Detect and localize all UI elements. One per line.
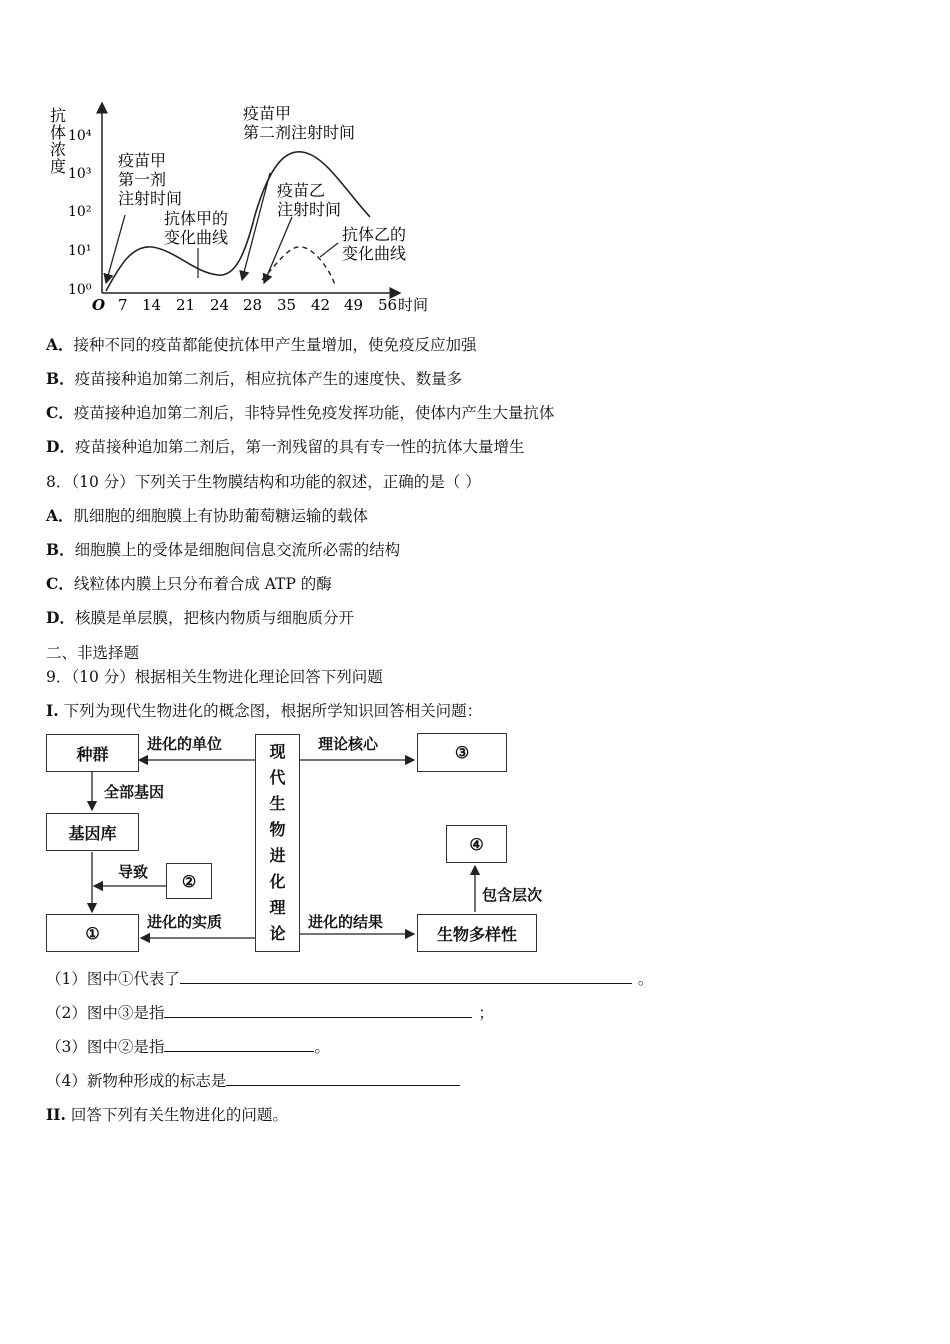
q9-sub-1 <box>46 969 653 989</box>
circle-4-box: ④ <box>446 825 507 863</box>
option-letter: C． <box>46 574 74 593</box>
theory-center-box <box>255 734 300 952</box>
option-text: 疫苗接种追加第二剂后，非特异性免疫发挥功能，使体内产生大量抗体 <box>73 404 555 422</box>
label-result: 进化的结果 <box>308 913 384 931</box>
x-label: 时间 <box>398 296 429 314</box>
y-label-2: 体 <box>50 123 67 142</box>
option-letter: A． <box>46 506 74 525</box>
biodiversity-box: 生物多样性 <box>417 914 537 952</box>
circle-2-box: ② <box>166 863 212 899</box>
y-label-1: 抗 <box>50 106 67 125</box>
center-char: 进 <box>269 846 286 865</box>
option-text: 疫苗接种追加第二剂后，第一剂残留的具有专一性的抗体大量增生 <box>74 438 525 456</box>
center-char: 化 <box>269 872 286 891</box>
part-text: 回答下列有关生物进化的问题。 <box>70 1106 288 1124</box>
option-letter: B． <box>46 540 75 559</box>
option-text: 接种不同的疫苗都能使抗体甲产生量增加，使免疫反应加强 <box>73 336 477 354</box>
option-letter: B． <box>46 369 75 388</box>
answer-blank[interactable] <box>180 969 632 984</box>
y-tick: 10² <box>68 204 92 220</box>
option-text: 细胞膜上的受体是细胞间信息交流所必需的结构 <box>74 541 401 559</box>
gene-pool-box: 基因库 <box>46 813 139 851</box>
option-text: 线粒体内膜上只分布着合成 ATP 的酶 <box>73 575 332 593</box>
option-letter: C． <box>46 403 74 422</box>
answer-blank[interactable] <box>226 1071 460 1086</box>
sub-label: （1） <box>46 970 87 988</box>
annot-antibody-b: 抗体乙的 <box>342 225 407 244</box>
y-tick: 10⁰ <box>68 282 92 298</box>
q9-sub-4 <box>46 1071 460 1091</box>
origin-label: O <box>92 296 106 314</box>
option-text: 核膜是单层膜，把核内物质与细胞质分开 <box>74 609 354 627</box>
section-heading: 二、非选择题 <box>46 644 140 662</box>
option-text: 疫苗接种追加第二剂后，相应抗体产生的速度快、数量多 <box>74 370 463 388</box>
option-letter: A． <box>46 335 74 354</box>
label-leads-to: 导致 <box>118 863 149 881</box>
center-char: 生 <box>269 794 286 813</box>
part-label: II. <box>46 1105 66 1124</box>
annot-antibody-b: 变化曲线 <box>342 244 407 263</box>
q9-sub-3 <box>46 1037 330 1057</box>
x-tick: 49 <box>344 296 364 314</box>
sub-end: 。 <box>637 970 654 988</box>
y-label-4: 度 <box>50 157 67 176</box>
sub-end: ； <box>478 1004 494 1022</box>
question-score: （10 分） <box>71 473 135 491</box>
answer-blank[interactable] <box>164 1003 472 1018</box>
option-letter: D． <box>46 608 75 627</box>
question-score: （10 分） <box>71 668 135 686</box>
x-tick: 35 <box>277 296 297 314</box>
annot-antibody-a: 抗体甲的 <box>164 209 229 228</box>
annot-vac-a-second: 第二剂注射时间 <box>243 123 356 142</box>
x-tick: 28 <box>243 296 263 314</box>
y-label-3: 浓 <box>50 140 67 159</box>
annot-vac-b: 疫苗乙 <box>277 181 326 200</box>
x-tick: 14 <box>142 296 162 314</box>
center-char: 论 <box>269 924 286 943</box>
circle-1-box: ① <box>46 914 139 952</box>
label-essence: 进化的实质 <box>147 913 223 931</box>
sub-label: （2） <box>46 1004 87 1022</box>
sub-text: 图中①代表了 <box>86 970 180 988</box>
q9-part2 <box>46 1105 288 1125</box>
y-tick: 10⁴ <box>68 128 92 144</box>
annot-vac-a-first: 第一剂 <box>118 170 167 189</box>
question-number: 9． <box>46 668 72 686</box>
sub-text: 图中③是指 <box>86 1004 165 1022</box>
q9-sub-2 <box>46 1003 494 1023</box>
sub-text: 新物种形成的标志是 <box>86 1072 227 1090</box>
center-char: 代 <box>269 768 286 787</box>
annot-vac-a-first: 疫苗甲 <box>118 151 167 170</box>
annot-vac-b: 注射时间 <box>277 200 342 219</box>
part-label: I. <box>46 701 59 720</box>
sub-label: （3） <box>46 1038 87 1056</box>
sub-end: 。 <box>314 1038 330 1056</box>
label-all-genes: 全部基因 <box>104 783 165 801</box>
center-char: 物 <box>269 820 286 839</box>
x-tick: 24 <box>210 296 230 314</box>
y-tick: 10¹ <box>68 243 92 259</box>
x-tick: 42 <box>311 296 331 314</box>
population-box: 种群 <box>46 734 139 772</box>
question-stem: 下列关于生物膜结构和功能的叙述，正确的是（ ） <box>134 473 481 491</box>
center-char: 现 <box>269 742 286 761</box>
annot-vac-a-second: 疫苗甲 <box>243 104 292 123</box>
option-letter: D． <box>46 437 75 456</box>
x-tick: 7 <box>118 296 128 314</box>
answer-blank[interactable] <box>164 1037 314 1052</box>
x-tick: 21 <box>176 296 196 314</box>
x-tick: 56 <box>378 296 398 314</box>
annot-antibody-a: 变化曲线 <box>164 228 229 247</box>
sub-label: （4） <box>46 1072 87 1090</box>
center-char: 理 <box>269 898 286 917</box>
question-number: 8． <box>46 473 72 491</box>
part-text: 下列为现代生物进化的概念图，根据所学知识回答相关问题： <box>63 702 483 720</box>
label-core-theory: 理论核心 <box>318 735 379 753</box>
sub-text: 图中②是指 <box>86 1038 165 1056</box>
label-unit-of-evolution: 进化的单位 <box>147 735 223 753</box>
question-stem: 根据相关生物进化理论回答下列问题 <box>134 668 383 686</box>
annot-vac-a-first: 注射时间 <box>118 189 183 208</box>
circle-3-box: ③ <box>417 733 507 772</box>
y-tick: 10³ <box>68 166 92 182</box>
option-text: 肌细胞的细胞膜上有协助葡萄糖运输的载体 <box>73 507 369 525</box>
label-levels: 包含层次 <box>482 886 543 904</box>
